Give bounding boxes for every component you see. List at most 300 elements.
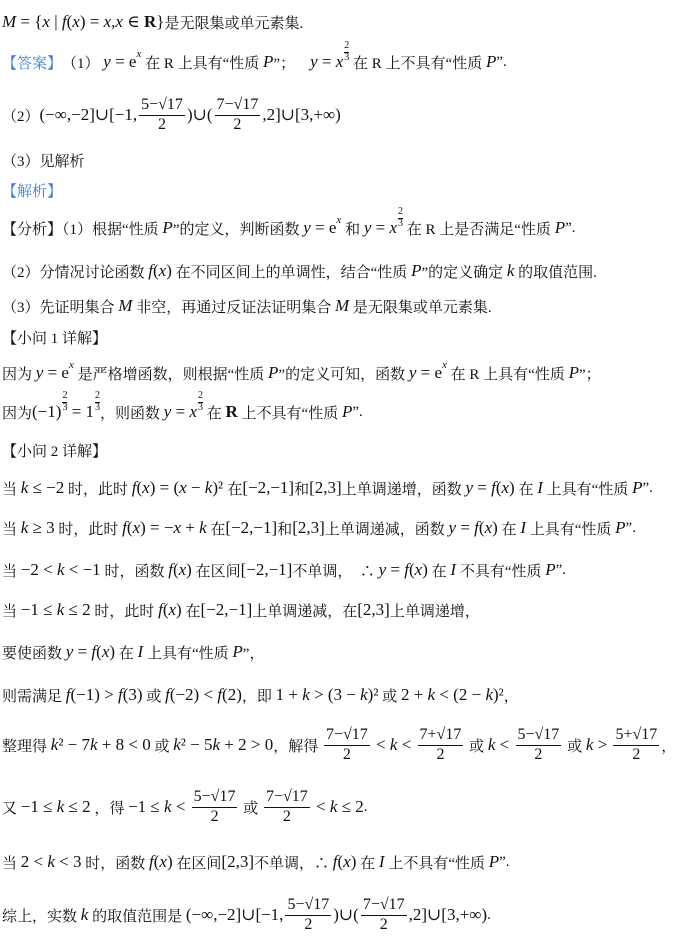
text-segment: 不单调， ∴ [292,563,379,580]
text-line [2,842,510,882]
text-segment: 在 [206,521,226,538]
text-segment: 或 [142,688,166,705]
text-segment: 不具有“性质 [456,563,546,580]
text-segment: P [263,52,274,71]
text-segment: [−2,−1] [242,478,295,497]
text-segment: 整理得 [2,738,51,755]
text-segment: 时，此时 [54,521,123,538]
text-segment: ) [109,642,116,661]
text-segment: y [448,518,457,537]
text-segment: P [568,363,579,382]
text-segment: 或 [563,738,586,755]
denominator: 2 [233,115,242,133]
text-segment: ”. [642,479,653,496]
text-segment: y [465,478,473,497]
fraction [613,726,659,764]
text-segment: = [171,402,190,421]
text-segment: k [90,735,98,754]
text-segment: （2） [2,108,40,125]
superscript: x [136,48,142,60]
text-segment: ≤ 2 [337,797,364,816]
text-segment: 在 [227,481,243,498]
text-segment: ”的定义，判断函数 [172,221,304,238]
text-segment: （1） [62,55,104,72]
text-segment: k [302,685,310,704]
text-segment: = [473,478,492,497]
text-segment: R [225,402,238,421]
text-line [2,353,601,393]
text-segment: f [474,518,479,537]
fraction [418,726,464,764]
text-segment: 在 R 上具有“性质 [446,366,569,383]
denominator: 3 [344,51,350,63]
text-segment: ”. [499,853,510,870]
text-segment: 在 [356,855,379,872]
text-segment: ，即 [241,688,276,705]
text-segment: ( [153,261,159,280]
text-segment: y [65,642,74,661]
text-segment: M [2,12,17,31]
text-segment: P [268,363,279,382]
text-segment: ”， [242,645,265,662]
text-segment: 在区间 [172,855,222,872]
numerator: 2 [197,390,203,401]
text-segment: 和 [277,521,293,538]
text-segment: x [132,518,141,537]
text-segment: k [20,478,29,497]
text-segment: 综上，实数 [2,908,81,925]
text-segment: (−∞,−2]∪[−1, [185,905,284,924]
text-segment: ( [136,478,143,497]
text-segment: f [404,560,409,579]
text-segment: f [158,600,163,619]
text-segment: 在 [427,563,451,580]
text-segment: x [484,518,493,537]
numerator: 7−√17 [264,788,310,807]
text-segment: x [179,478,187,497]
text-segment: 和 [294,481,310,498]
text-segment: 时，函数 [100,563,169,580]
denominator: 3 [398,217,404,229]
numerator: 5−√17 [516,726,562,745]
fraction [215,96,261,134]
text-segment: x [72,12,80,31]
text-segment: + [181,518,200,537]
text-segment: （3）先证明集合 [2,299,119,316]
section-label: 【解析】 [2,183,63,200]
text-segment: ”. [496,53,507,70]
text-segment: < [311,797,330,816]
text-segment: ( [66,12,73,31]
text-segment: 在 [202,405,226,422]
text-segment: ，解得 [273,738,322,755]
text-segment: (−∞,−2]∪[−1, [39,105,138,124]
text-segment: = { [16,12,43,31]
text-segment: = e [310,218,337,237]
fraction [95,391,100,413]
text-line [2,2,303,42]
text-segment: 在不同区间上的单调性，结合“性质 [171,264,412,281]
text-segment: 在 [497,521,521,538]
text-segment: 上具有“性质 [525,521,616,538]
text-segment: f [131,478,137,497]
text-segment: I [137,642,144,661]
numerator: 5−√17 [285,896,331,915]
text-segment: k [487,735,496,754]
fraction [516,726,562,764]
text-segment: f [168,560,173,579]
text-segment: 或 [239,800,262,817]
text-segment: −1 ≤ [20,600,57,619]
text-line [2,208,576,248]
numerator: 5−√17 [192,788,238,807]
text-segment: k [56,797,65,816]
text-segment: = [386,560,405,579]
text-segment: k [212,735,221,754]
text-segment: y [408,363,417,382]
text-segment: 【分析】（1）根据“性质 [2,221,163,238]
text-segment: )² [212,478,228,497]
text-line [2,508,636,548]
text-segment: x [173,518,182,537]
text-segment: I [520,518,526,537]
text-segment: = e [43,363,69,382]
fraction [324,726,370,764]
text-segment: ,2]∪[3,+∞) [408,905,488,924]
text-segment: 是无限集或单元素集. [164,15,304,32]
text-segment: x [178,560,187,579]
text-segment: k [506,261,515,280]
text-segment: 因为 [2,366,36,383]
text-segment: 上单调递增，函数 [341,481,466,498]
text-line [2,590,480,630]
text-segment: . [363,798,368,815]
text-segment: 【小问 2 详解】 [2,443,108,460]
denominator: 2 [342,745,351,763]
text-line [2,430,107,470]
text-line [2,251,597,291]
text-segment: 上单调递减，函数 [324,521,449,538]
text-segment: I [378,852,385,871]
text-segment: ) [166,852,173,871]
text-segment: 当 [2,563,21,580]
text-segment: 当 [2,855,21,872]
text-segment: + 8 < 0 [97,735,151,754]
numerator: 7−√17 [324,726,370,745]
text-segment: 或 [378,688,401,705]
text-segment: 因为 [2,405,33,422]
text-segment: k [56,560,65,579]
text-segment: ) [350,852,357,871]
text-segment: < [495,735,514,754]
text-segment: k [56,600,65,619]
text-segment: = [317,52,336,71]
fraction [344,41,349,63]
text-segment: 或 [150,738,174,755]
text-segment: I [450,560,457,579]
text-segment: f [122,518,127,537]
text-segment: ”； [578,366,601,383]
text-segment: ( [126,518,133,537]
text-segment: 【小问 1 详解】 [2,330,108,347]
text-segment: k [47,852,55,871]
text-segment: ) [186,560,192,579]
numerator: 2 [62,390,68,401]
text-segment: k [427,685,436,704]
superscript: x [336,214,342,226]
text-segment: k [199,518,207,537]
text-segment: ) [509,478,515,497]
text-segment: k [20,518,29,537]
text-segment: 的取值范围. [514,264,597,281]
text-segment: = [73,642,92,661]
text-segment: 在 [514,481,538,498]
text-segment: k [329,797,338,816]
text-segment: x [501,478,510,497]
text-segment: f [165,685,170,704]
denominator: 2 [304,915,313,933]
text-segment: 在区间 [191,563,241,580]
denominator: 3 [95,401,101,413]
text-segment: M [334,296,350,315]
denominator: 2 [158,115,167,133]
text-line [2,317,107,357]
text-segment: 的取值范围是 [88,908,186,925]
text-segment: x [335,52,344,71]
text-segment: ( [408,560,415,579]
text-segment: I [537,478,543,497]
text-segment: k [585,735,594,754]
text-segment: M [118,296,133,315]
text-segment: > [593,735,612,754]
text-segment: 时，此时 [64,481,132,498]
text-segment: ”. [352,403,363,420]
text-segment: < [371,735,390,754]
text-segment: 当 [2,521,21,538]
text-segment: （2）分情况讨论函数 [2,264,149,281]
text-segment: −2 < [20,560,57,579]
text-segment: (2) [222,685,242,704]
text-segment: ( [337,852,344,871]
text-segment: ，则函数 [100,405,164,422]
text-segment: 上具有“性质 [143,645,233,662]
text-segment: [2,3] [292,518,325,537]
text-line [2,550,566,590]
text-segment: P [341,402,353,421]
text-segment: x [168,600,177,619]
text-segment: 时，此时 [90,603,159,620]
denominator: 3 [62,401,68,413]
text-segment: ) [176,600,182,619]
text-segment: P [615,518,626,537]
text-segment: ，得 [90,800,129,817]
text-segment: ≥ 3 [28,518,55,537]
numerator: 5−√17 [139,96,185,115]
denominator: 2 [436,745,445,763]
text-segment: ∈ [122,12,145,31]
text-segment: 当 [2,481,21,498]
text-segment: −1 ≤ [20,797,57,816]
text-segment: ) = [79,12,104,31]
text-segment: 在 [181,603,201,620]
text-segment: y [310,52,318,71]
denominator: 3 [197,401,203,413]
text-segment: ”. [625,519,636,536]
fraction [285,896,331,934]
text-segment: = e [416,363,443,382]
text-segment: ≤ −2 [28,478,65,497]
numerator: 2 [95,390,101,401]
text-segment: 要使函数 [2,645,66,662]
fraction [398,207,403,229]
text-segment: ”. [555,561,567,578]
text-segment: f [332,852,338,871]
text-segment: [2,3] [221,852,254,871]
text-segment: 是严格增函数，则根据“性质 [73,366,269,383]
text-segment: k [164,797,172,816]
fraction [264,788,310,826]
numerator: 7−√17 [215,96,261,115]
text-segment: ， [661,738,676,755]
denominator: 2 [282,807,291,825]
text-segment: + 2 > 0 [220,735,274,754]
text-segment: k [80,905,89,924]
text-segment: ”； [273,55,311,72]
text-line [2,787,368,827]
text-segment: f [61,12,67,31]
text-segment: ) [492,518,498,537]
text-segment: (−2) < [169,685,218,704]
text-segment: < (2 − [435,685,486,704]
text-segment: 又 [2,800,21,817]
text-segment: P [632,478,643,497]
text-segment: ) = − [140,518,174,537]
text-segment: x [159,852,167,871]
text-segment: k [204,478,213,497]
text-segment: 上单调递减，在 [252,603,358,620]
text-segment: x [158,261,167,280]
text-segment: . [487,906,491,923]
text-line [2,632,264,672]
text-line [2,675,519,715]
text-segment: f [118,685,123,704]
text-segment: P [411,261,422,280]
text-segment: f [65,685,71,704]
text-segment: x [42,12,50,31]
text-segment: f [91,642,97,661]
text-segment: [−2,−1] [225,518,278,537]
text-segment: 或 [465,738,488,755]
text-segment: P [162,218,173,237]
text-line [2,895,491,935]
text-segment: = e [110,52,137,71]
superscript: x [442,359,447,371]
text-segment: 非空，再通过反证法证明集合 [132,299,335,316]
text-segment: P [232,642,243,661]
text-segment: y [363,218,372,237]
text-segment: x [343,852,351,871]
numerator: 7+√17 [418,726,464,745]
text-segment: ( [153,852,160,871]
text-line [2,392,363,432]
superscript: x [68,359,74,371]
text-segment: = [371,218,390,237]
text-segment: )² [492,685,504,704]
section-label: 【答案】 [2,55,63,72]
text-segment: (3) [122,685,143,704]
text-segment: R [144,12,157,31]
text-segment: } [156,12,165,31]
text-segment: ”的定义确定 [421,264,507,281]
text-segment: ( [96,642,102,661]
text-segment: P [554,218,566,237]
text-segment: 在 R 上不具有“性质 [349,55,486,72]
text-segment: x [189,402,197,421]
text-segment: < [397,735,416,754]
text-segment: ”的定义可知，函数 [278,366,409,383]
text-segment: ( [478,518,485,537]
text-segment: ,2]∪[3,+∞) [262,105,341,124]
text-segment: ² − 7 [58,735,90,754]
text-segment: −1 ≤ [128,797,165,816]
fraction [62,391,67,413]
text-segment: 在 R 上具有“性质 [141,55,264,72]
text-segment: [−2,−1] [240,560,293,579]
text-segment: = 1 [67,402,95,421]
text-line [2,42,507,82]
text-segment: 当 [2,603,21,620]
denominator: 2 [632,745,641,763]
text-segment: x [101,642,110,661]
text-line [2,725,676,765]
text-segment: 上单调递增， [389,603,480,620]
text-segment: x,x [103,12,123,31]
text-segment: = [456,518,475,537]
numerator: 2 [344,40,350,51]
denominator: 2 [379,915,388,933]
text-segment: （3）见解析 [2,153,85,170]
fraction [139,96,185,134]
text-segment: )² [367,685,379,704]
text-segment: ≤ 2 [64,797,91,816]
text-segment: ( [162,600,169,619]
text-segment: < −1 [64,560,101,579]
text-segment: < 3 [54,852,82,871]
text-segment: ”. [565,219,576,236]
text-segment: y [103,52,111,71]
denominator: 2 [534,745,543,763]
text-segment: f [148,261,153,280]
text-segment: 在 [115,645,138,662]
text-segment: )∪( [186,105,213,124]
fraction [198,391,203,413]
text-segment: 上具有“性质 [542,481,633,498]
numerator: 7−√17 [361,896,407,915]
text-segment: k [173,735,181,754]
text-line [2,468,653,508]
text-segment: ) [422,560,428,579]
text-segment: k [50,735,59,754]
text-segment: P [545,560,556,579]
text-segment: ) [166,261,172,280]
text-segment: (−1) [32,402,62,421]
text-segment: 和 [341,221,364,238]
text-segment: 上不具有“性质 [384,855,489,872]
text-line [2,95,341,135]
text-segment: (−1) > [70,685,118,704]
text-segment: x [389,218,398,237]
text-segment: 上不具有“性质 [237,405,342,422]
